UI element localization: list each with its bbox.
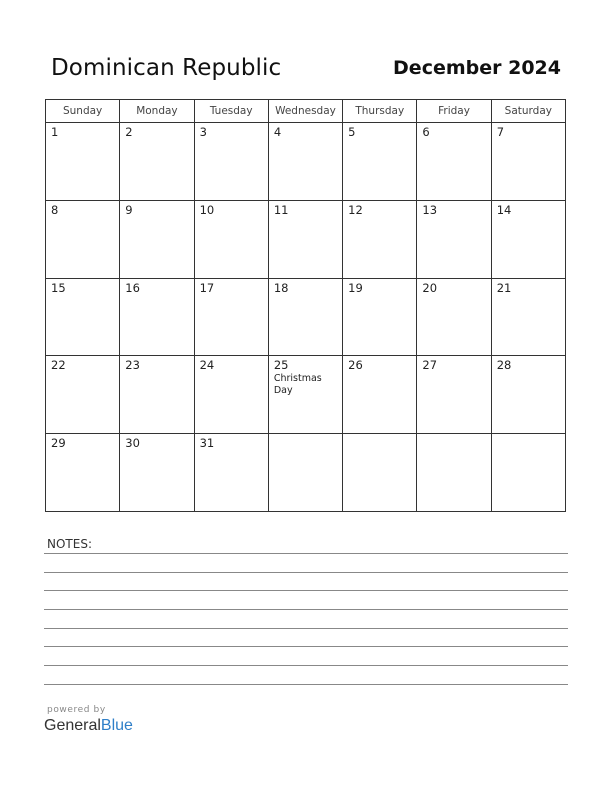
day-cell: [491, 356, 565, 434]
day-cell: [343, 356, 417, 434]
day-number: [417, 434, 490, 437]
day-number: 29: [51, 436, 66, 451]
weekday-saturday: Saturday: [491, 100, 565, 123]
notes-label: NOTES:: [47, 537, 92, 551]
day-number: 5: [348, 125, 356, 139]
day-cell: [343, 200, 417, 278]
day-cell: [343, 123, 417, 201]
day-number: 26: [348, 358, 363, 373]
day-number: 31: [199, 436, 215, 451]
generalblue-logo[interactable]: [44, 717, 133, 735]
day-cell: [417, 200, 491, 278]
note-line: [44, 684, 568, 685]
day-number: 10: [199, 202, 215, 217]
weekday-sunday: Sunday: [46, 100, 120, 123]
powered-by-text: powered by: [47, 705, 106, 715]
day-number: 19: [348, 280, 363, 295]
day-number: 11: [273, 202, 289, 217]
day-number: 4: [273, 125, 282, 139]
day-number: [492, 434, 565, 437]
note-line: [44, 646, 568, 647]
weekday-header-row: [46, 100, 566, 123]
day-number: 21: [496, 280, 512, 295]
logo-general: General: [44, 717, 101, 734]
day-number: 20: [422, 280, 438, 295]
day-number: 12: [348, 202, 363, 217]
weekday-monday: Monday: [120, 100, 194, 123]
day-number: 2: [125, 125, 133, 139]
weekday-thursday: Thursday: [343, 100, 417, 123]
note-line: [44, 590, 568, 591]
day-number: 13: [422, 202, 438, 217]
day-number: 22: [51, 358, 66, 373]
logo-blue: Blue: [100, 717, 133, 734]
note-line: [44, 572, 568, 573]
day-number: 27: [422, 358, 438, 373]
week-row: [46, 200, 566, 278]
day-number: 16: [125, 280, 140, 295]
note-line: [44, 553, 568, 554]
holiday-label: Christmas Day: [273, 373, 322, 397]
day-cell: [120, 278, 194, 356]
weekday-wednesday: Wednesday: [268, 100, 342, 123]
day-cell: [120, 356, 194, 434]
day-cell: [491, 200, 565, 278]
day-number: 14: [496, 202, 512, 217]
note-line: [44, 628, 568, 629]
weekday-friday: Friday: [417, 100, 491, 123]
day-number: 24: [199, 358, 215, 373]
country-title: Dominican Republic: [51, 55, 282, 81]
day-number: 15: [51, 280, 66, 295]
month-title: December 2024: [393, 57, 561, 79]
day-cell: [417, 278, 491, 356]
day-number: 30: [125, 436, 140, 451]
week-row: [46, 434, 566, 512]
day-cell-empty: [491, 434, 565, 512]
week-row: [46, 278, 566, 356]
day-number: 1: [51, 125, 59, 139]
day-cell: [343, 278, 417, 356]
note-line: [44, 665, 568, 666]
week-row: [46, 123, 566, 201]
day-number: 3: [199, 125, 207, 139]
day-cell: [120, 434, 194, 512]
day-number: [269, 434, 342, 437]
day-cell-empty: [417, 434, 491, 512]
day-cell: [194, 356, 268, 434]
day-cell-empty: [343, 434, 417, 512]
day-cell-holiday: [268, 356, 342, 434]
week-row: [46, 356, 566, 434]
day-cell: [46, 356, 120, 434]
day-number: 6: [422, 125, 430, 139]
day-cell: [194, 200, 268, 278]
day-cell: [120, 200, 194, 278]
day-number: 28: [496, 358, 512, 373]
day-number: 9: [125, 202, 133, 217]
day-number: 25: [273, 358, 289, 373]
day-cell: [194, 434, 268, 512]
note-line: [44, 609, 568, 610]
day-cell: [46, 200, 120, 278]
day-cell: [120, 123, 194, 201]
day-cell-empty: [268, 434, 342, 512]
day-cell: [194, 123, 268, 201]
day-cell: [268, 278, 342, 356]
day-cell: [417, 356, 491, 434]
day-cell: [491, 123, 565, 201]
calendar-grid: [45, 99, 566, 512]
day-cell: [46, 123, 120, 201]
day-number: 7: [496, 125, 505, 139]
day-cell: [194, 278, 268, 356]
weekday-tuesday: Tuesday: [194, 100, 268, 123]
day-cell: [46, 434, 120, 512]
day-number: 23: [125, 358, 140, 373]
day-cell: [46, 278, 120, 356]
day-number: [343, 434, 416, 437]
day-number: 18: [273, 280, 289, 295]
day-number: 17: [199, 280, 215, 295]
day-cell: [268, 123, 342, 201]
day-number: 8: [51, 202, 59, 217]
day-cell: [417, 123, 491, 201]
day-cell: [268, 200, 342, 278]
day-cell: [491, 278, 565, 356]
